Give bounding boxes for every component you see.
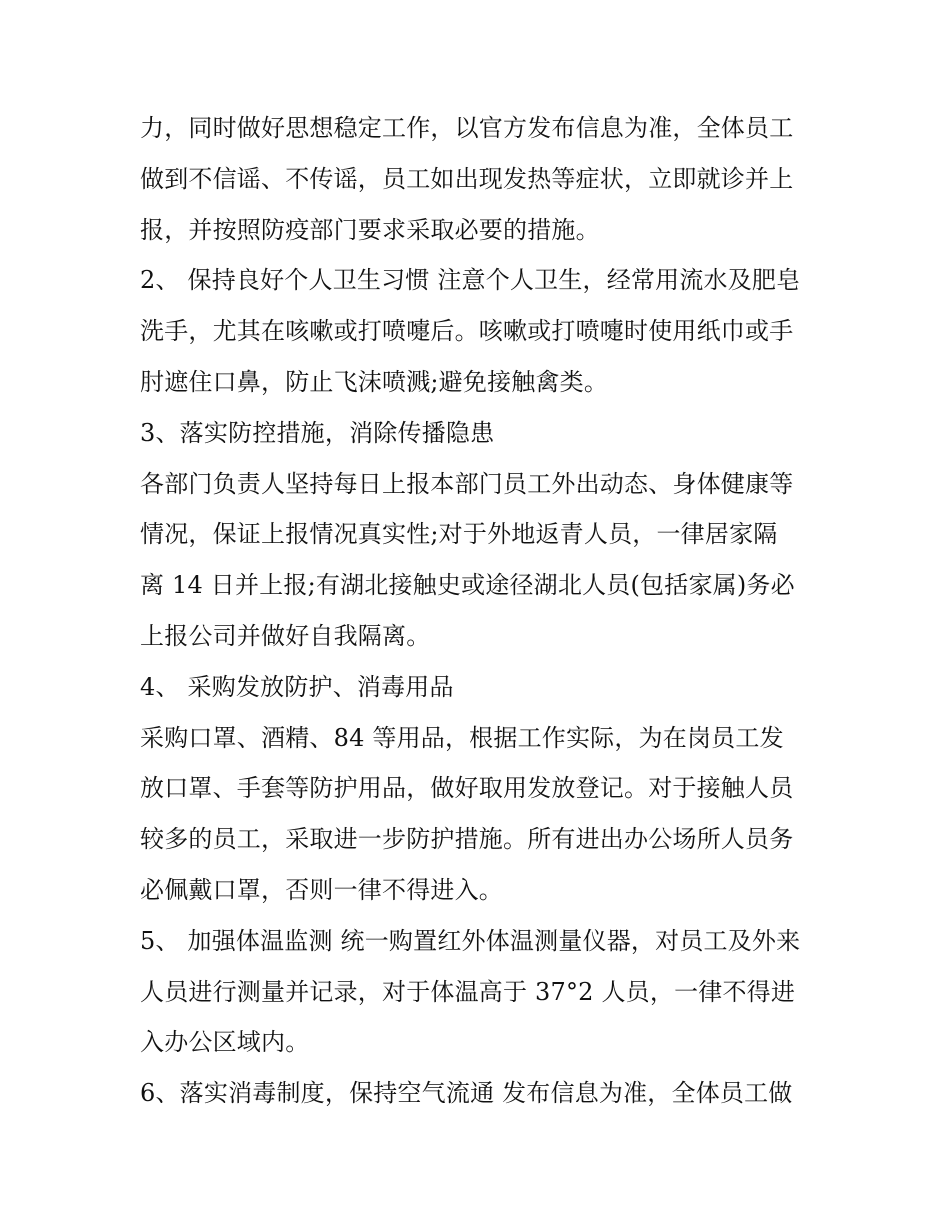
- text-line-13: 采购口罩、酒精、84 等用品，根据工作实际，为在岗员工发: [140, 723, 784, 752]
- text-line-2: 做到不信谣、不传谣，员工如出现发热等症状，立即就诊并上: [140, 164, 794, 193]
- text-line-6: 肘遮住口鼻，防止飞沫喷溅;避免接触禽类。: [140, 367, 609, 396]
- text-line-5: 洗手，尤其在咳嗽或打喷嚏后。咳嗽或打喷嚏时使用纸巾或手: [140, 317, 794, 346]
- section-4-heading: 4、 采购发放防护、消毒用品: [140, 672, 454, 701]
- text-line-1: 力，同时做好思想稳定工作，以官方发布信息为准，全体员工: [140, 114, 794, 142]
- text-line-15: 较多的员工，采取进一步防护措施。所有进出办公场所人员务: [140, 825, 794, 854]
- section-3-heading: 3、落实防控措施，消除传播隐患: [140, 418, 495, 447]
- text-line-11: 上报公司并做好自我隔离。: [140, 621, 431, 650]
- text-line-3: 报，并按照防疫部门要求采取必要的措施。: [140, 215, 600, 244]
- text-line-10: 离 14 日并上报;有湖北接触史或途径湖北人员(包括家属)务必: [140, 571, 795, 600]
- text-line-14: 放口罩、手套等防护用品，做好取用发放登记。对于接触人员: [140, 774, 794, 803]
- section-5-heading: 5、 加强体温监测 统一购置红外体温测量仪器，对员工及外来: [140, 926, 801, 955]
- text-line-16: 必佩戴口罩，否则一律不得进入。: [140, 875, 503, 904]
- text-line-18: 人员进行测量并记录，对于体温高于 37°2 人员，一律不得进: [140, 977, 796, 1006]
- text-line-8: 各部门负责人坚持每日上报本部门员工外出动态、身体健康等: [140, 469, 794, 498]
- section-6-heading: 6、落实消毒制度，保持空气流通 发布信息为准，全体员工做: [140, 1079, 793, 1108]
- section-2-heading: 2、 保持良好个人卫生习惯 注意个人卫生，经常用流水及肥皂: [140, 266, 801, 295]
- text-line-9: 情况，保证上报情况真实性;对于外地返青人员，一律居家隔: [140, 520, 778, 549]
- document-body: [140, 103, 820, 1119]
- text-line-19: 入办公区域内。: [140, 1028, 310, 1057]
